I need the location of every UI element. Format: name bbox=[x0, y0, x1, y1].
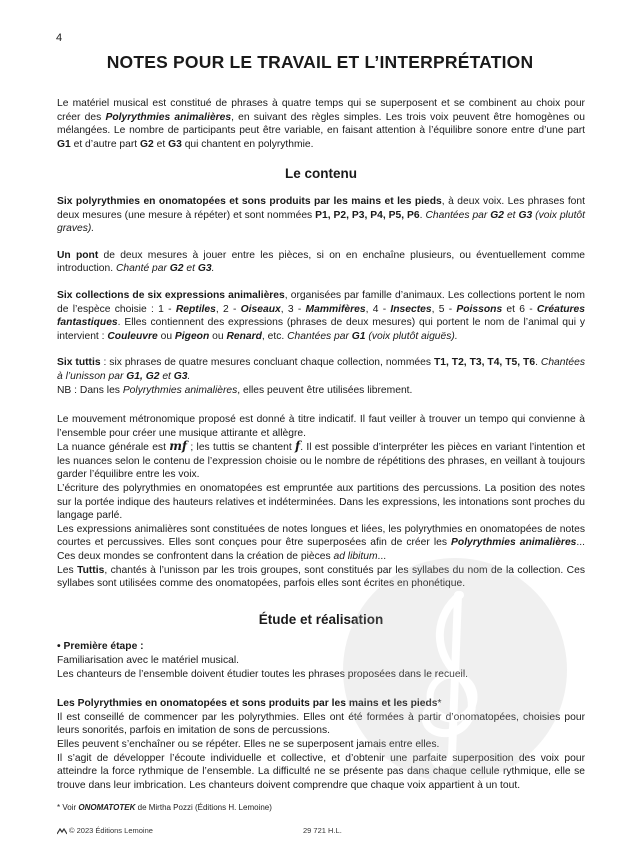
lemoine-logo-icon bbox=[57, 828, 67, 835]
paragraph-expressions: Les expressions animalières sont constituées de notes longues et liées, les polyrythmies en onomatopées de notes courtes et percussives. Elles sont conçues pour être superposées afin de créer les Polyrythmies animalières... Ces deux mondes se confrontent dans la création de pièces ad libitum... bbox=[57, 523, 585, 563]
paragraph-polyrythmies-onomatopees: Les Polyrythmies en onomatopées et sons produits par les mains et les pieds* Il est conseillé de commencer par les polyrythmies. Elles ont été formées à partir d’onomatopées, choisies pour leurs sonorités, parfois en imitation de sons de percussions. Elles peuvent s’enchaîner ou se répéter. Elles ne se superposent jamais entre elles. Il s’agit de développer l’écoute individuelle et collective, et d’obtenir une parfaite superposition des voix pour atteindre la force rythmique de l’ensemble. La difficulté ne se présente pas dans chaque cellule rythmique, elle se trouve dans leur imbrication. Les chanteurs doivent comprendre que chaque voix appartient à un tout. bbox=[57, 698, 585, 791]
paragraph-metronome: Le mouvement métronomique proposé est donné à titre indicatif. Il faut veiller à trouver un tempo qui convienne à l’ensemble pour créer une musique attirante et allègre. bbox=[57, 414, 585, 439]
page-title: NOTES POUR LE TRAVAIL ET L’INTERPRÉTATION bbox=[106, 52, 534, 72]
dynamic-f: f bbox=[295, 439, 301, 454]
etape-premiere: • Première étape : Familiarisation avec le matériel musical. Les chanteurs de l’ensemble doivent étudier toutes les phrases proposées dans le recueil. bbox=[57, 641, 468, 680]
paragraph-ecriture: L’écriture des polyrythmies en onomatopées est empruntée aux partitions des percussions. La position des notes sur la portée indique des hauteurs relatives et indéterminées. Dans les expressions, les intonations sont proches du langage parlé. bbox=[57, 483, 585, 522]
dynamic-mf: mf bbox=[169, 439, 188, 454]
paragraph-les-tuttis: Les Tuttis, chantés à l’unisson par les trois groupes, sont constitués par les syllabes du nom de la collection. Ces syllabes sont utilisées comme des onomatopées, parfois elles sont écrites en phonétique. bbox=[57, 564, 585, 590]
footer-reference: 29 721 H.L. bbox=[303, 826, 342, 835]
footnote: * Voir ONOMATOTEK de Mirtha Pozzi (Éditions H. Lemoine) bbox=[57, 803, 272, 812]
page-number: 4 bbox=[56, 32, 63, 44]
footer-copyright: © 2023 Éditions Lemoine bbox=[57, 826, 153, 835]
section-heading-contenu: Le contenu bbox=[284, 166, 357, 182]
paragraph-pont: Un pont de deux mesures à jouer entre les pièces, si on en enchaîne plusieurs, ou éventuellement comme introduction. Chanté par G2 et G3. bbox=[57, 249, 585, 275]
paragraph-polyrythmies: Six polyrythmies en onomatopées et sons produits par les mains et les pieds, à deux voix. Les phrases font deux mesures (une mesure à répéter) et sont nommées P1, P2, P3, P4, P5, P6. Chantées par G2 et G3 (voix plutôt graves). bbox=[57, 195, 586, 235]
paragraph-collections: Six collections de six expressions animalières, organisées par famille d’animaux. Les collections portent le nom de l’espèce choisie : 1 - Reptiles, 2 - Oiseaux, 3 - Mammifères, 4 - Insectes, 5 - Poissons et 6 - Créatures fantastiques. Elles contiennent des expressions (phrases de deux mesures) qui portent le nom de l’animal qui y intervient : Couleuvre ou Pigeon ou Renard, etc. Chantées par G1 (voix plutôt aiguës). bbox=[57, 289, 585, 342]
paragraph-tuttis: Six tuttis : six phrases de quatre mesures concluant chaque collection, nommées T1, T2, T3, T4, T5, T6. Chantées à l’unisson par G1, G2 et G3. bbox=[57, 357, 585, 382]
paragraph-nuance: La nuance générale est mf ; les tuttis se chantent f. Il est possible d’interpréter les pièces en variant l’intention et les nuances selon le contenu de l’expression choisie ou le nombre de répétitions des phrases, en veillant à toujours garder l’équilibre entre les voix. bbox=[57, 439, 585, 481]
paragraph-nb: NB : Dans les Polyrythmies animalières, elles peuvent être utilisées librement. bbox=[57, 384, 413, 396]
intro-paragraph: Le matériel musical est constitué de phrases à quatre temps qui se superposent et se combinent au choix pour créer des Polyrythmies animalières, en suivant des règles simples. Les trois voix peuvent être homogènes ou mélangées. Le nombre de participants peut être variable, en faisant attention à l’équilibre sonore entre d’une part G1 et d’autre part G2 et G3 qui chantent en polyrythmie. bbox=[57, 98, 585, 150]
main-content bbox=[57, 97, 585, 805]
section-heading-etude: Étude et réalisation bbox=[258, 611, 384, 627]
